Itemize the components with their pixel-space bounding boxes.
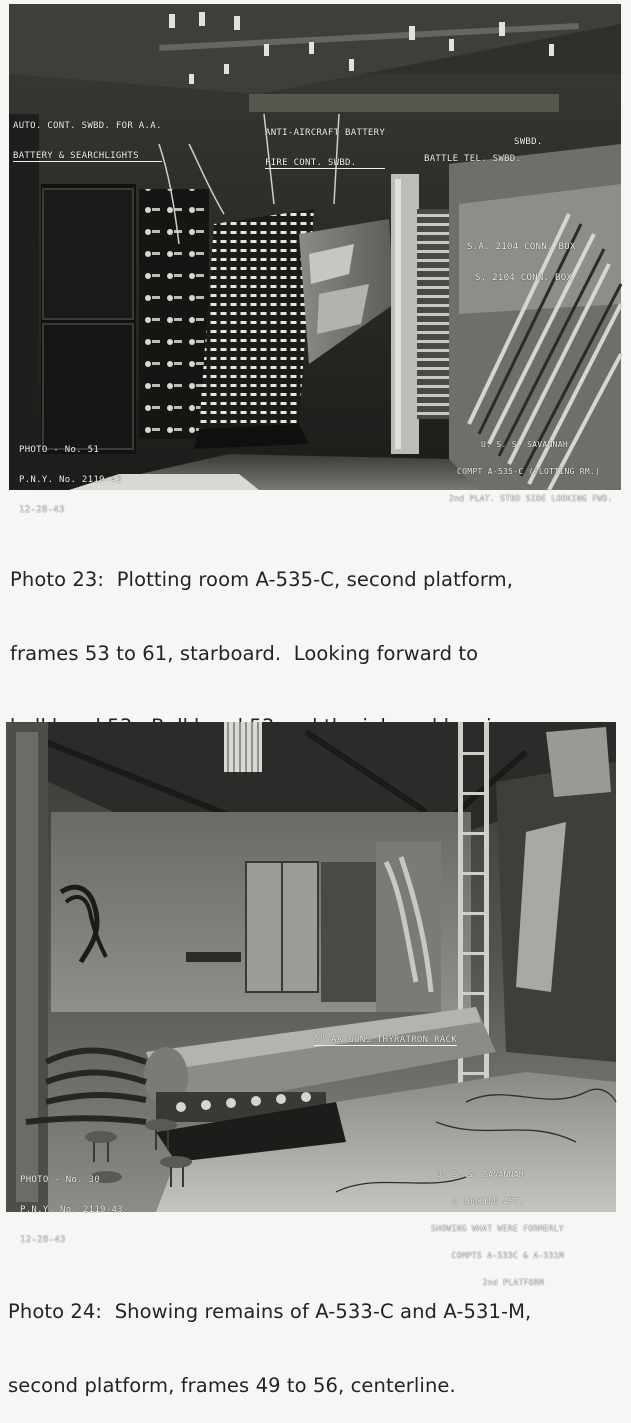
- photo-24-image: [6, 722, 616, 1212]
- photo-24-remains: [6, 722, 616, 1287]
- platform-location: 2nd PLATFORM: [482, 1278, 545, 1287]
- showing-note: SHOWING WHAT WERE FORMERLY: [431, 1224, 565, 1233]
- ship-name: U. S. S. SAVANNAH: [481, 440, 568, 449]
- photo-24-caption: [8, 1251, 531, 1423]
- caption-line: second platform, frames 49 to 56, centerline.: [8, 1373, 456, 1397]
- aa-battery-label: [265, 108, 385, 189]
- photo-number-stamp-2: [20, 1155, 123, 1265]
- conn-box-label-2: S. 2104 CONN. BOX: [475, 273, 573, 283]
- compartment-name: COMPT A-535-C (PLOTTING RM.): [457, 467, 601, 476]
- photo-number: PHOTO - No. 30: [20, 1175, 101, 1185]
- pny-number: P.N.Y. No. 2119-43: [19, 475, 122, 485]
- compartments: COMPTS A-533C & A-531M: [451, 1251, 565, 1260]
- auto-cont-label-line2: BATTERY & SEARCHLIGHTS: [13, 151, 162, 162]
- auto-cont-label-line1: AUTO. CONT. SWBD. FOR A.A.: [13, 121, 162, 131]
- photo-date: 12-28-43: [19, 505, 65, 515]
- photo-date: 12-28-43: [20, 1235, 66, 1245]
- caption-line: frames 53 to 61, starboard. Looking forward to: [10, 641, 479, 665]
- thyratron-rack-label: 5" AA GUNS THYRATRON RACK: [314, 1035, 457, 1045]
- conn-box-label-1: S.A. 2104 CONN. BOX: [467, 242, 576, 252]
- photo-23-plotting-room: [9, 4, 621, 515]
- aa-battery-label-line2: FIRE CONT. SWBD.: [265, 158, 385, 169]
- photo-number: PHOTO - No. 51: [19, 445, 100, 455]
- pny-number: P.N.Y. No. 2119-43: [20, 1205, 123, 1215]
- caption-line: Photo 24: Showing remains of A-533-C and A-531-M,: [8, 1300, 532, 1323]
- platform-location: 2nd PLAT. STBD SIDE LOOKING FWD.: [449, 494, 613, 503]
- auto-cont-label: [13, 101, 162, 182]
- swbd-label: SWBD.: [514, 137, 543, 147]
- ship-name: U. S. S. SAVANNAH: [437, 1170, 525, 1179]
- ship-stamp: [449, 422, 613, 521]
- aa-battery-label-line1: ANTI-AIRCRAFT BATTERY: [265, 128, 386, 138]
- caption-line: Photo 23: Plotting room A-535-C, second platform,: [10, 568, 514, 591]
- battle-tel-label: BATTLE TEL. SWBD.: [424, 154, 522, 164]
- looking-direction: ¢ LOOKING AFT.: [452, 1197, 525, 1206]
